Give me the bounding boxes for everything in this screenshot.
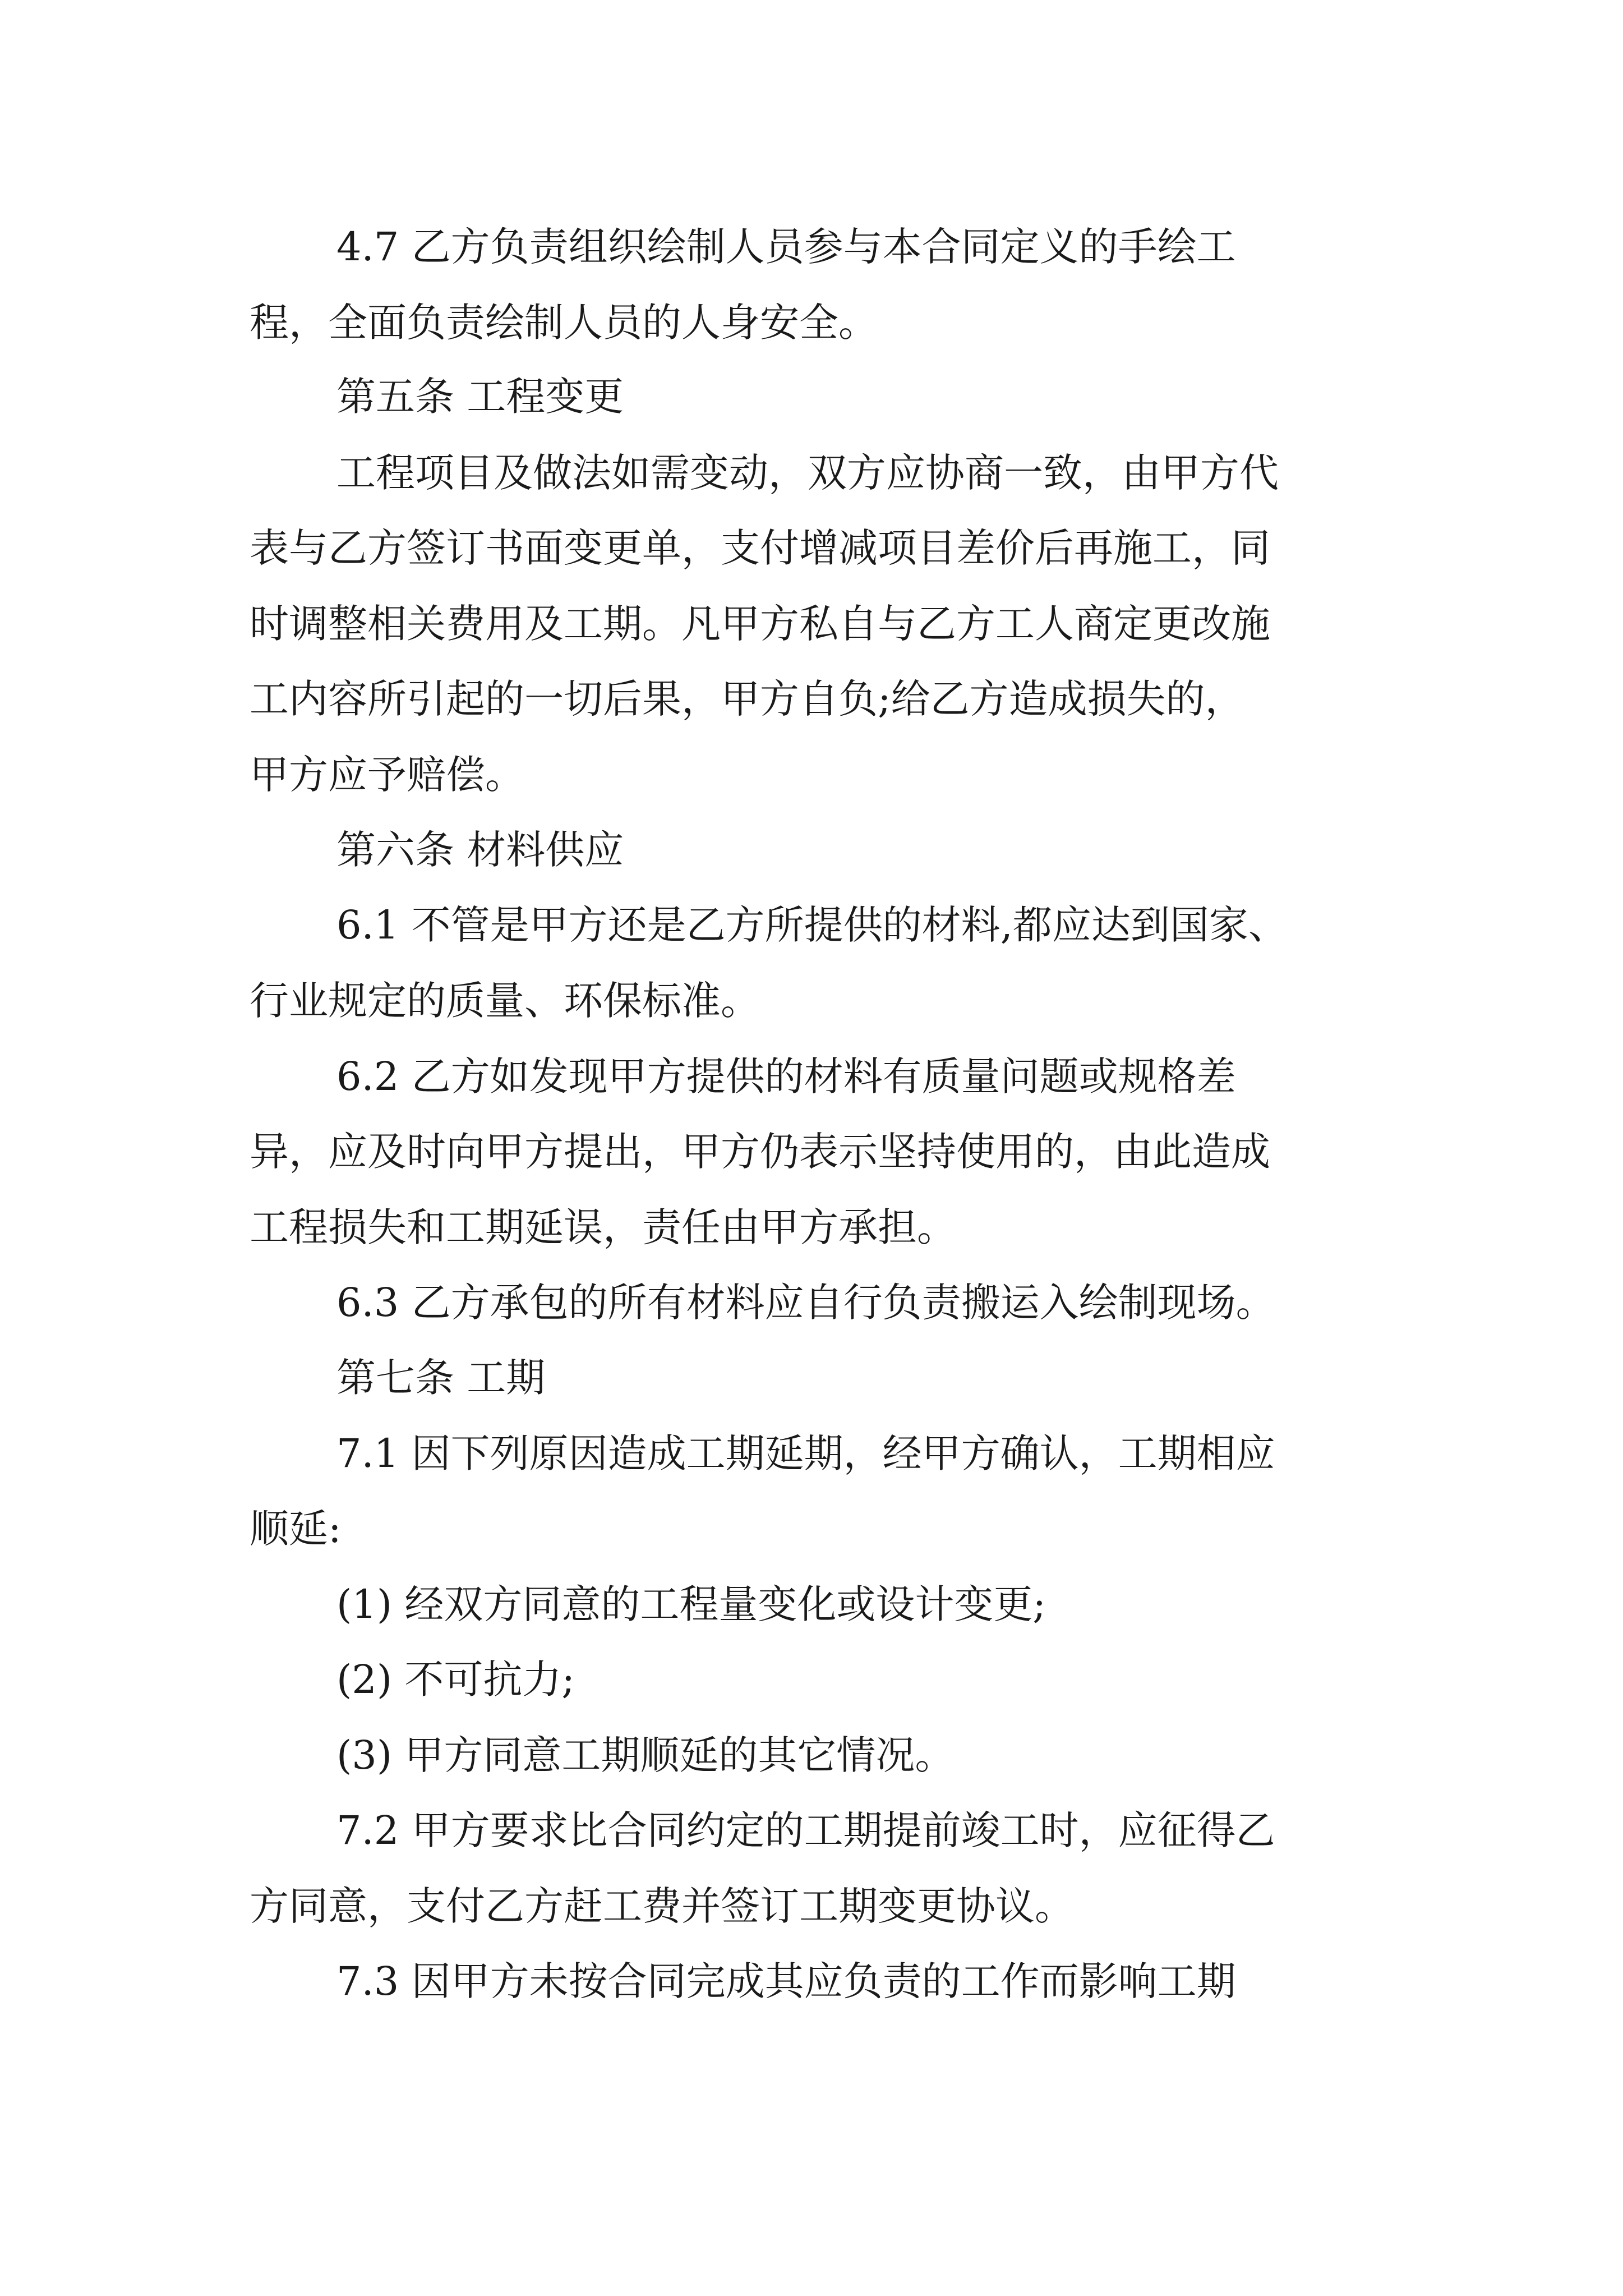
article-7-heading: 第七条 工期 <box>336 1355 546 1401</box>
clause-6-3-line-1: 6.3 乙方承包的所有材料应自行负责搬运入绘制现场。 <box>336 1280 1275 1326</box>
clause-4-7-line-2: 程，全面负责绘制人员的人身安全。 <box>250 300 878 346</box>
clause-7-1-item-1: (1) 经双方同意的工程量变化或设计变更; <box>336 1581 1046 1627</box>
clause-7-1-line-1: 7.1 因下列原因造成工期延期，经甲方确认，工期相应 <box>336 1430 1275 1476</box>
article-5-line-2: 表与乙方签订书面变更单，支付增减项目差价后再施工，同 <box>250 525 1270 571</box>
article-5-line-4: 工内容所引起的一切后果，甲方自负;给乙方造成损失的， <box>250 676 1244 722</box>
clause-7-3-line-1: 7.3 因甲方未按合同完成其应负责的工作而影响工期 <box>336 1958 1236 2004</box>
clause-7-1-item-3: (3) 甲方同意工期顺延的其它情况。 <box>336 1732 955 1778</box>
article-6-heading: 第六条 材料供应 <box>336 827 624 873</box>
clause-6-2-line-2: 异，应及时向甲方提出，甲方仍表示坚持使用的，由此造成 <box>250 1129 1270 1175</box>
clause-7-2-line-2: 方同意，支付乙方赶工费并签订工期变更协议。 <box>250 1883 1074 1929</box>
article-5-line-1: 工程项目及做法如需变动，双方应协商一致，由甲方代 <box>336 450 1279 496</box>
clause-7-2-line-1: 7.2 甲方要求比合同约定的工期提前竣工时，应征得乙 <box>336 1807 1275 1853</box>
clause-6-1-line-2: 行业规定的质量、环保标准。 <box>250 978 760 1024</box>
clause-7-1-item-2: (2) 不可抗力; <box>336 1657 575 1703</box>
clause-7-1-line-2: 顺延: <box>250 1506 342 1552</box>
article-5-line-5: 甲方应予赔偿。 <box>250 752 524 798</box>
clause-6-2-line-1: 6.2 乙方如发现甲方提供的材料有质量问题或规格差 <box>336 1053 1236 1099</box>
clause-6-1-line-1: 6.1 不管是甲方还是乙方所提供的材料,都应达到国家、 <box>336 902 1288 948</box>
clause-4-7-line-1: 4.7 乙方负责组织绘制人员参与本合同定义的手绘工 <box>336 224 1236 270</box>
article-5-heading: 第五条 工程变更 <box>336 374 624 420</box>
article-5-line-3: 时调整相关费用及工期。凡甲方私自与乙方工人商定更改施 <box>250 601 1270 647</box>
clause-6-2-line-3: 工程损失和工期延误，责任由甲方承担。 <box>250 1204 956 1250</box>
